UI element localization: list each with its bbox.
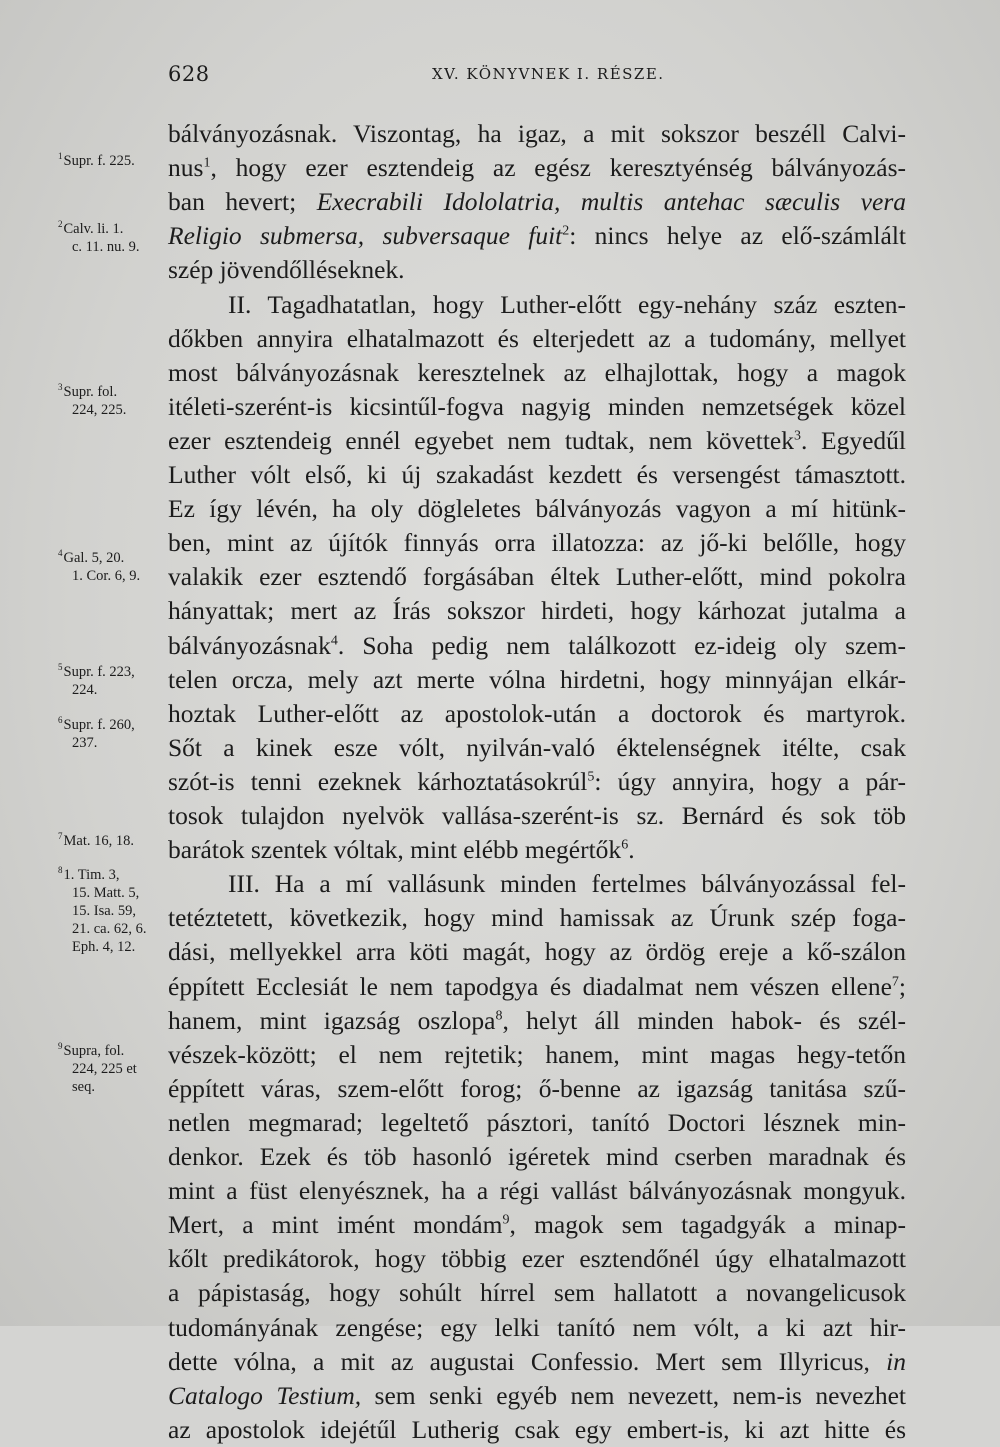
side-note-line [58,866,170,884]
text-segment: Religio submersa, subversaque fuit [168,221,563,251]
text-line [168,765,906,799]
text-line [168,594,906,628]
text-line [168,1038,906,1072]
text-line [168,799,906,833]
text-line [168,833,906,867]
side-note-line [58,1060,170,1078]
side-note [58,832,170,850]
text-line [168,1004,906,1038]
footnote-ref: 9 [502,1212,510,1228]
text-segment: hányattak; mert az Írás sokszor hirdeti, hogy kárhozat jutalma a [168,596,906,626]
text-segment: tetéztetett, következik, hogy mind hamissak az Úrunk szép foga- [168,903,906,933]
side-note-text: Calv. li. 1. [63,221,124,237]
text-line [168,1072,906,1106]
side-note-text: Eph. 4, 12. [72,939,136,955]
text-line [168,1106,906,1140]
text-segment: hanem, mint igazság oszlopa [168,1005,496,1035]
text-line [168,867,906,901]
side-note-line [58,1078,170,1096]
text-line [168,492,906,526]
side-note-line [58,832,170,850]
text-line [168,253,906,287]
footnote-ref: 1 [203,155,211,171]
side-note-mark: 3 [58,382,63,393]
text-line [168,424,906,458]
side-note-line [58,681,170,699]
side-note-text: 224. [72,682,98,698]
text-line [168,935,906,969]
page-number: 628 [168,62,210,86]
text-line [168,288,906,322]
side-note-line [58,734,170,752]
side-note-text: 1. Tim. 3, [63,867,120,883]
text-segment: éppített váras, szem-előtt forog; ő-benne az igazság tanitása szű- [168,1073,906,1103]
text-segment: netlen megmarad; legeltető pásztori, tanító Doctori lésznek min- [168,1107,906,1137]
text-segment: barátok szentek vóltak, mint elébb megértők [168,835,622,865]
footnote-ref: 3 [793,428,801,444]
side-note-text: Mat. 16, 18. [63,833,134,849]
side-note [58,716,170,752]
side-note-line [58,663,170,681]
side-note-text: 224, 225. [72,402,127,418]
text-line [168,1174,906,1208]
side-note-text: 15. Isa. 59, [72,903,137,919]
side-note-mark: 5 [58,662,63,673]
text-segment: Luther vólt első, ki új szakadást kezdett és versengést támasztott. [168,460,906,489]
text-segment: , magok sem tagadgyák a minap- [509,1210,906,1240]
side-note-text: 1. Cor. 6, 9. [72,568,141,584]
text-line [168,901,906,935]
side-note-text: Supra, fol. [63,1043,125,1059]
side-note-mark: 4 [58,548,63,559]
text-segment: nus [168,153,204,183]
text-line [168,1345,906,1379]
text-segment: ; [898,971,906,1001]
side-note-line [58,920,170,938]
side-note-line [58,1042,170,1060]
text-line [168,1276,906,1310]
side-note-text: Supr. f. 260, [63,717,135,733]
text-segment: a pápistaság, hogy sohúlt hírrel sem hallatott a novangelicusok [168,1278,906,1308]
text-line [168,1413,906,1447]
side-note-text: Supr. fol. [63,384,118,400]
text-line [168,663,906,697]
text-line [168,322,906,356]
side-note-line [58,401,170,419]
side-note-line [58,938,170,956]
side-note-line [58,902,170,920]
text-segment: in [886,1346,906,1376]
side-note-line [58,238,170,256]
text-line [168,458,906,492]
text-segment: tosok tulajdon nyelvök vallása-szerént-is sz. Bernárd és sok töb [168,801,906,830]
side-note-line [58,152,170,170]
text-segment: : nincs helye az elő-számlált [569,221,906,251]
side-note-text: 21. ca. 62, 6. [72,921,147,937]
side-note [58,663,170,699]
text-segment: III. Ha a mí vallásunk minden fertelmes bálványozással fel- [228,869,906,899]
text-line [168,970,906,1004]
text-segment: dási, mellyekkel arra köti magát, hogy az ördög ereje a kő-szálon [168,937,906,967]
side-note-line [58,220,170,238]
side-note-line [58,567,170,585]
text-segment: szót-is tenni ezeknek kárhoztatásokrúl [168,766,588,796]
text-segment: vészek-között; el nem rejtetik; hanem, mint magas hegy-tetőn [168,1039,906,1069]
side-note-text: Supr. f. 223, [63,664,135,680]
text-segment: ben, mint az újítók finnyás orra illatozza: az jő-ki belőlle, hogy [168,528,906,558]
page-header [0,62,1000,92]
text-segment: Ez így lévén, ha oly dögleletes bálványozás vagyon a mí hitünk- [168,494,906,524]
text-segment: II. Tagadhatatlan, hogy Luther-előtt egy-nehány száz eszten- [228,289,906,319]
footnote-ref: 4 [330,633,338,648]
side-note [58,1042,170,1096]
text-segment: telen orcza, mely azt merte vólna hirdetni, hogy minnyájan elkár- [168,664,906,694]
side-note [58,383,170,419]
text-segment: , hogy ezer esztendeig az egész keresztyénség bálványozás- [210,153,906,183]
text-segment: kőlt predikátorok, hogy többig ezer esztendőnél úgy elhatalmazott [168,1244,906,1274]
text-line [168,560,906,594]
footnote-ref: 8 [495,1008,503,1024]
text-segment: bálványozásnak [168,630,331,660]
text-segment: . Egyedűl [800,425,907,455]
text-segment: ezer esztendeig ennél egyebet nem tudtak, nem követtek [168,425,794,455]
side-note-mark: 9 [58,1041,63,1052]
side-note-mark: 8 [58,865,63,876]
text-segment: . Soha pedig nem találkozott ez-ideig oly szem- [337,630,906,660]
text-line [168,1311,906,1345]
text-segment: ban hevert; [168,187,317,217]
text-line [168,390,906,424]
side-note-text: seq. [72,1079,95,1095]
side-note-line [58,884,170,902]
text-segment: valakik ezer esztendő forgásában éltek Luther-előtt, mind pokolra [168,562,906,592]
side-note-text: 224, 225 et [72,1061,137,1077]
text-segment: Catalogo Testium, [168,1380,362,1410]
side-note-line [58,383,170,401]
side-note-line [58,549,170,567]
text-segment: most bálványozásnak keresztelnek az elhajlottak, hogy a magok [168,357,906,387]
text-segment: denkor. Ezek és töb hasonló igéretek mind cserben maradnak és [168,1142,906,1171]
side-note-text: Gal. 5, 20. [63,550,125,566]
side-note-line [58,716,170,734]
side-note-text: c. 11. nu. 9. [72,239,140,255]
text-line [168,629,906,663]
text-segment: tudományának zengése; egy lelki tanító nem vólt, a ki azt hir- [168,1312,906,1342]
text-segment: mint a füst elenyésznek, ha a régi vallást bálványozásnak mongyuk. [168,1176,906,1206]
side-note-mark: 1 [58,151,63,162]
text-segment: dőkben annyira elhatalmazott és elterjedett az a tudomány, mellyet [168,323,906,353]
text-line [168,697,906,731]
text-segment: : úgy annyira, hogy a pár- [594,766,906,796]
side-note [58,152,170,170]
footnote-ref: 7 [891,974,899,989]
text-line [168,1379,906,1413]
text-line [168,356,906,390]
text-line [168,117,906,151]
text-segment: Mert, a mint imént mondám [168,1210,503,1240]
text-segment: szép jövendőlléseknek. [168,255,405,285]
footnote-ref: 2 [562,223,570,239]
text-segment: . [628,835,635,865]
text-segment: Sőt a kinek esze vólt, nyilván-való éktelenségnek itélte, csak [168,732,906,762]
footnote-ref: 5 [587,769,595,785]
side-note-mark: 6 [58,715,63,726]
side-note [58,549,170,585]
text-line [168,526,906,560]
text-segment: itéleti-szerént-is kicsintűl-fogva nagyig minden nemzetségek közel [168,391,906,421]
text-segment: bálványozásnak. Viszontag, ha igaz, a mit sokszor beszéll Calvi- [168,119,906,148]
text-line [168,185,906,219]
text-line [168,1140,906,1174]
side-note [58,866,170,956]
text-segment: sem senki egyéb nem nevezett, nem-is nevezhet [361,1380,906,1410]
text-segment: dette vólna, a mit az augustai Confessio. Mert sem Illyricus, [168,1346,887,1376]
text-line [168,219,906,253]
text-line [168,1242,906,1276]
footnote-ref: 6 [621,837,629,853]
text-segment: az apostolok idejétűl Lutherig csak egy embert-is, ki azt hitte és [168,1414,906,1444]
side-note-mark: 7 [58,831,63,842]
side-note-mark: 2 [58,219,63,230]
text-line [168,731,906,765]
running-title: XV. KÖNYVNEK I. RÉSZE. [432,65,665,83]
side-note-text: 237. [72,735,98,751]
text-segment: hoztak Luther-előtt az apostolok-után a doctorok és martyrok. [168,698,906,728]
text-segment: , helyt áll minden habok- és szél- [502,1005,906,1035]
text-line [168,151,906,185]
side-note-text: Supr. f. 225. [63,153,135,169]
text-line [168,1208,906,1242]
side-note [58,220,170,256]
side-note-text: 15. Matt. 5, [72,885,140,901]
text-segment: éppített Ecclesiát le nem tapodgya és diadalmat nem vészen ellene [168,971,892,1001]
text-segment: Execrabili Idololatria, multis antehac sæculis vera [316,187,906,217]
